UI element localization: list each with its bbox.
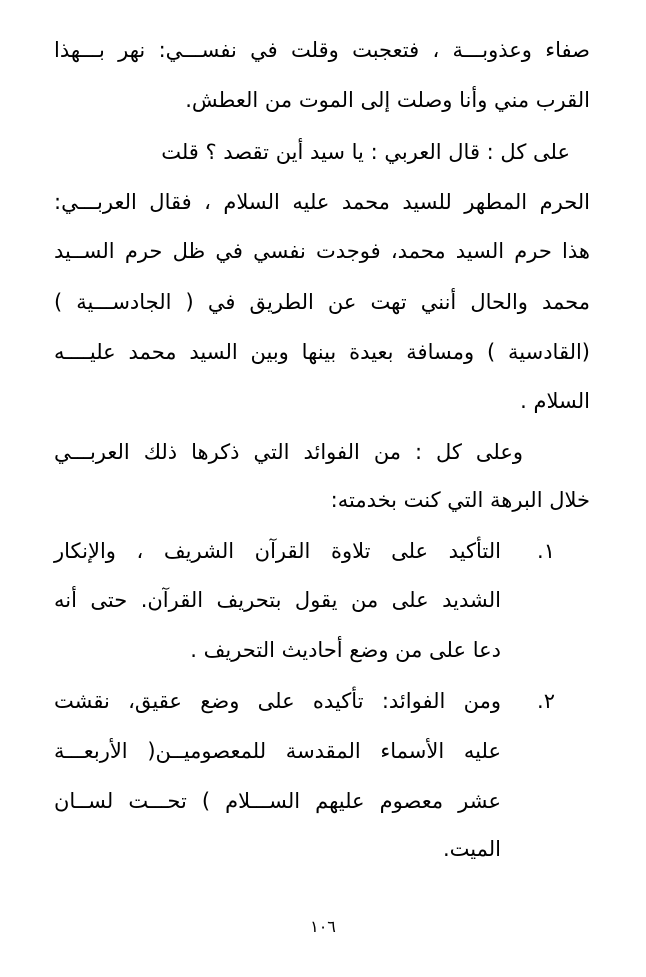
text-line: القرب مني وأنا وصلت إلى الموت من العطش. xyxy=(185,88,590,112)
list-number: ١. xyxy=(537,539,555,563)
list-number: ٢. xyxy=(537,689,555,713)
list-item-line: ومن الفوائد: تأكيده على وضع عقيق، نقشت xyxy=(54,689,501,713)
text-line: وعلى كل : من الفوائد التي ذكرها ذلك العربـــي xyxy=(54,440,523,464)
text-line: على كل : قال العربي : يا سيد أين تقصد ؟ قلت xyxy=(161,140,570,164)
text-line: (القادسية ) ومسافة بعيدة بينها وبين السيد محمد عليــــه xyxy=(54,340,590,364)
list-item-line: دعا على من وضع أحاديث التحريف . xyxy=(190,638,501,662)
text-line: محمد والحال أنني تهت عن الطريق في ( الجادســـية ) xyxy=(54,290,590,314)
text-line: خلال البرهة التي كنت بخدمته: xyxy=(330,488,590,512)
text-line: الحرم المطهر للسيد محمد عليه السلام ، فقال العربـــي: xyxy=(54,190,590,214)
list-item-line: الميت. xyxy=(442,837,501,861)
list-item-line: عليه الأسماء المقدسة للمعصوميــن( الأربعـــة xyxy=(54,739,501,763)
text-line: هذا حرم السيد محمد، فوجدت نفسي في ظل حرم الســيد xyxy=(54,239,590,263)
text-line: السلام . xyxy=(520,389,590,413)
list-item-line: الشديد على من يقول بتحريف القرآن. حتى أنه xyxy=(54,588,501,612)
page-number: ١٠٦ xyxy=(310,917,336,936)
text-line: صفاء وعذوبـــة ، فتعجبت وقلت في نفســـي: نهر بـــهذا xyxy=(54,38,590,62)
list-item-line: عشر معصوم عليهم الســـلام ) تحـــت لســان xyxy=(54,789,501,813)
list-item-line: التأكيد على تلاوة القرآن الشريف ، والإنكار xyxy=(54,539,501,563)
